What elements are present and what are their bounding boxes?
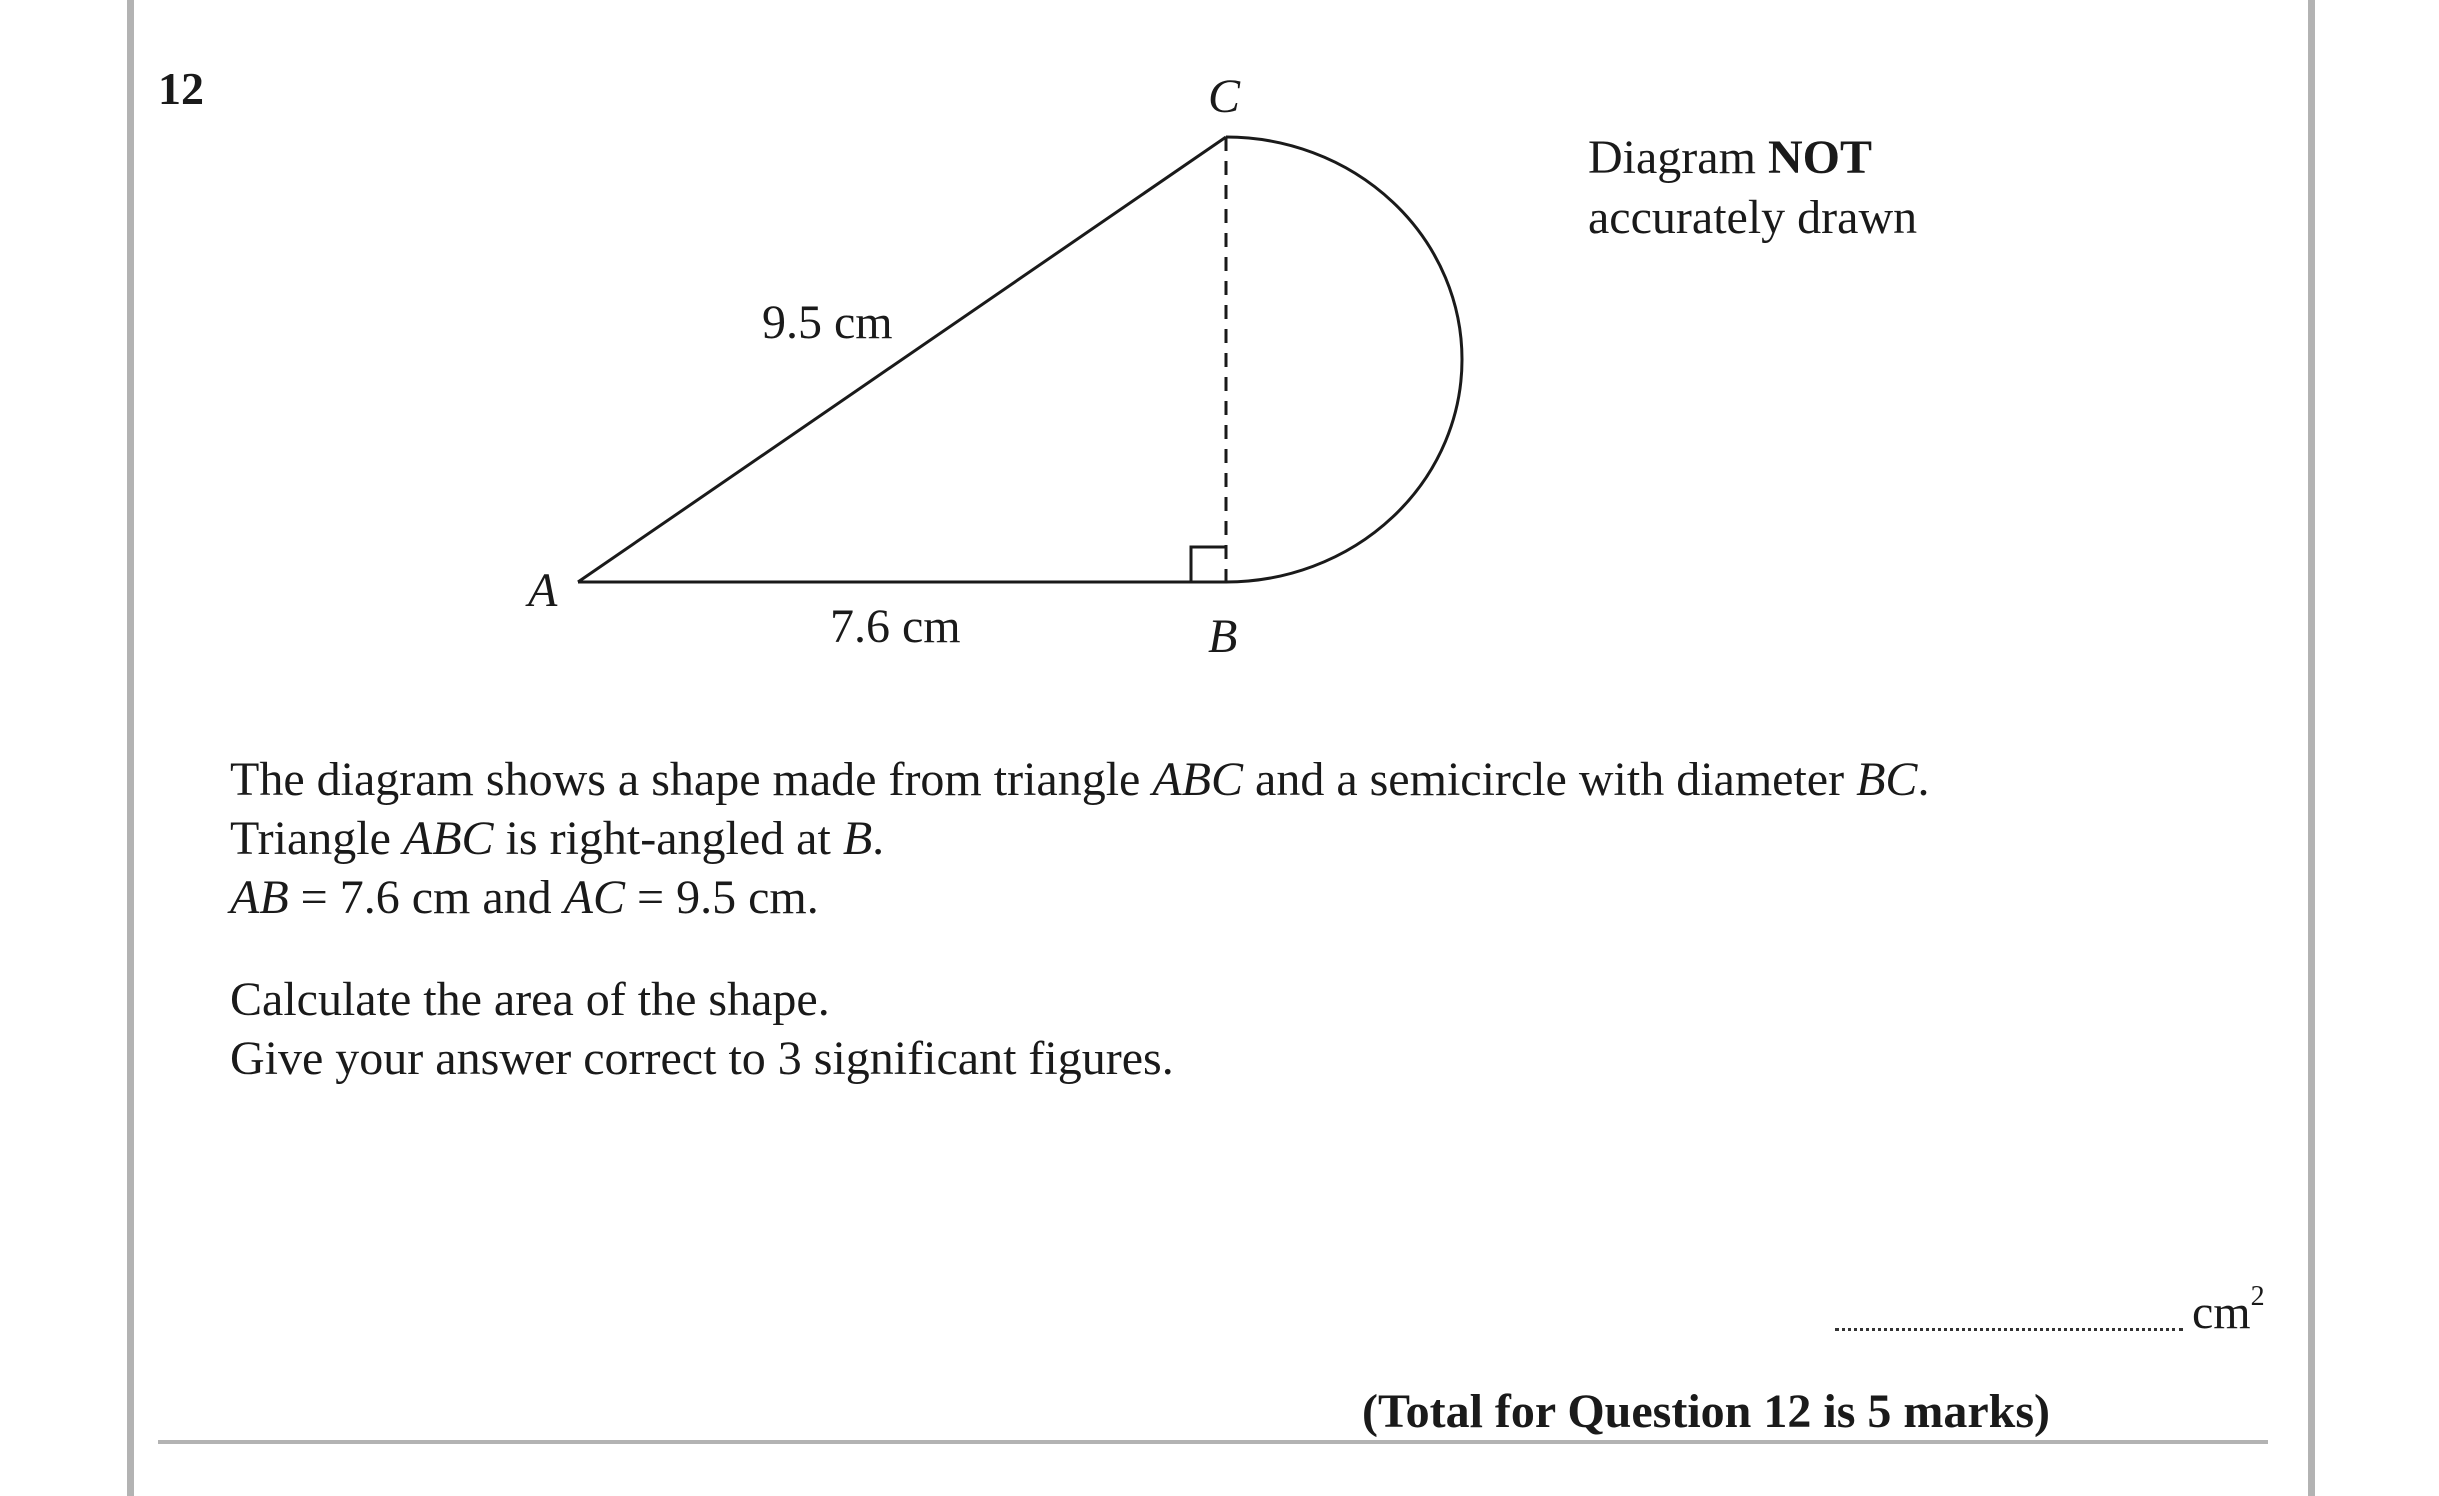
note-plain: Diagram <box>1588 131 1768 184</box>
answer-unit: $cm^2$ <box>2192 1281 2265 1339</box>
note-bold: NOT <box>1767 131 1872 184</box>
diagram-accuracy-note <box>1588 128 1917 248</box>
instruction-line-1: Calculate the area of the shape. <box>230 973 830 1026</box>
semicircle <box>1226 137 1462 582</box>
question-instruction <box>230 970 1174 1088</box>
side-ac <box>578 137 1226 582</box>
bottom-rule <box>158 1440 2268 1444</box>
answer-line[interactable] <box>1835 1312 2183 1331</box>
context-line-1: The diagram shows a shape made from triangle ABC and a semicircle with diameter BC. <box>230 753 1930 806</box>
note-line-2: accurately drawn <box>1588 191 1918 244</box>
question-number: 12 <box>158 63 204 114</box>
vertex-label-a: A <box>528 564 558 617</box>
question-context <box>230 750 1929 927</box>
length-label-ab: 7.6 cm <box>830 600 961 653</box>
geometry-diagram <box>0 0 2439 700</box>
context-line-2: Triangle ABC is right-angled at B. <box>230 812 885 865</box>
right-angle-marker <box>1191 547 1226 582</box>
vertex-label-c: C <box>1208 70 1241 123</box>
length-label-ac: 9.5 cm <box>762 296 893 349</box>
context-line-3: AB = 7.6 cm and AC = 9.5 cm. <box>230 871 819 924</box>
vertex-label-b: B <box>1208 610 1238 663</box>
note-line-1 <box>1588 128 1917 188</box>
total-marks: (Total for Question 12 is 5 marks) <box>1362 1385 2051 1438</box>
instruction-line-2: Give your answer correct to 3 significant figures. <box>230 1032 1174 1085</box>
